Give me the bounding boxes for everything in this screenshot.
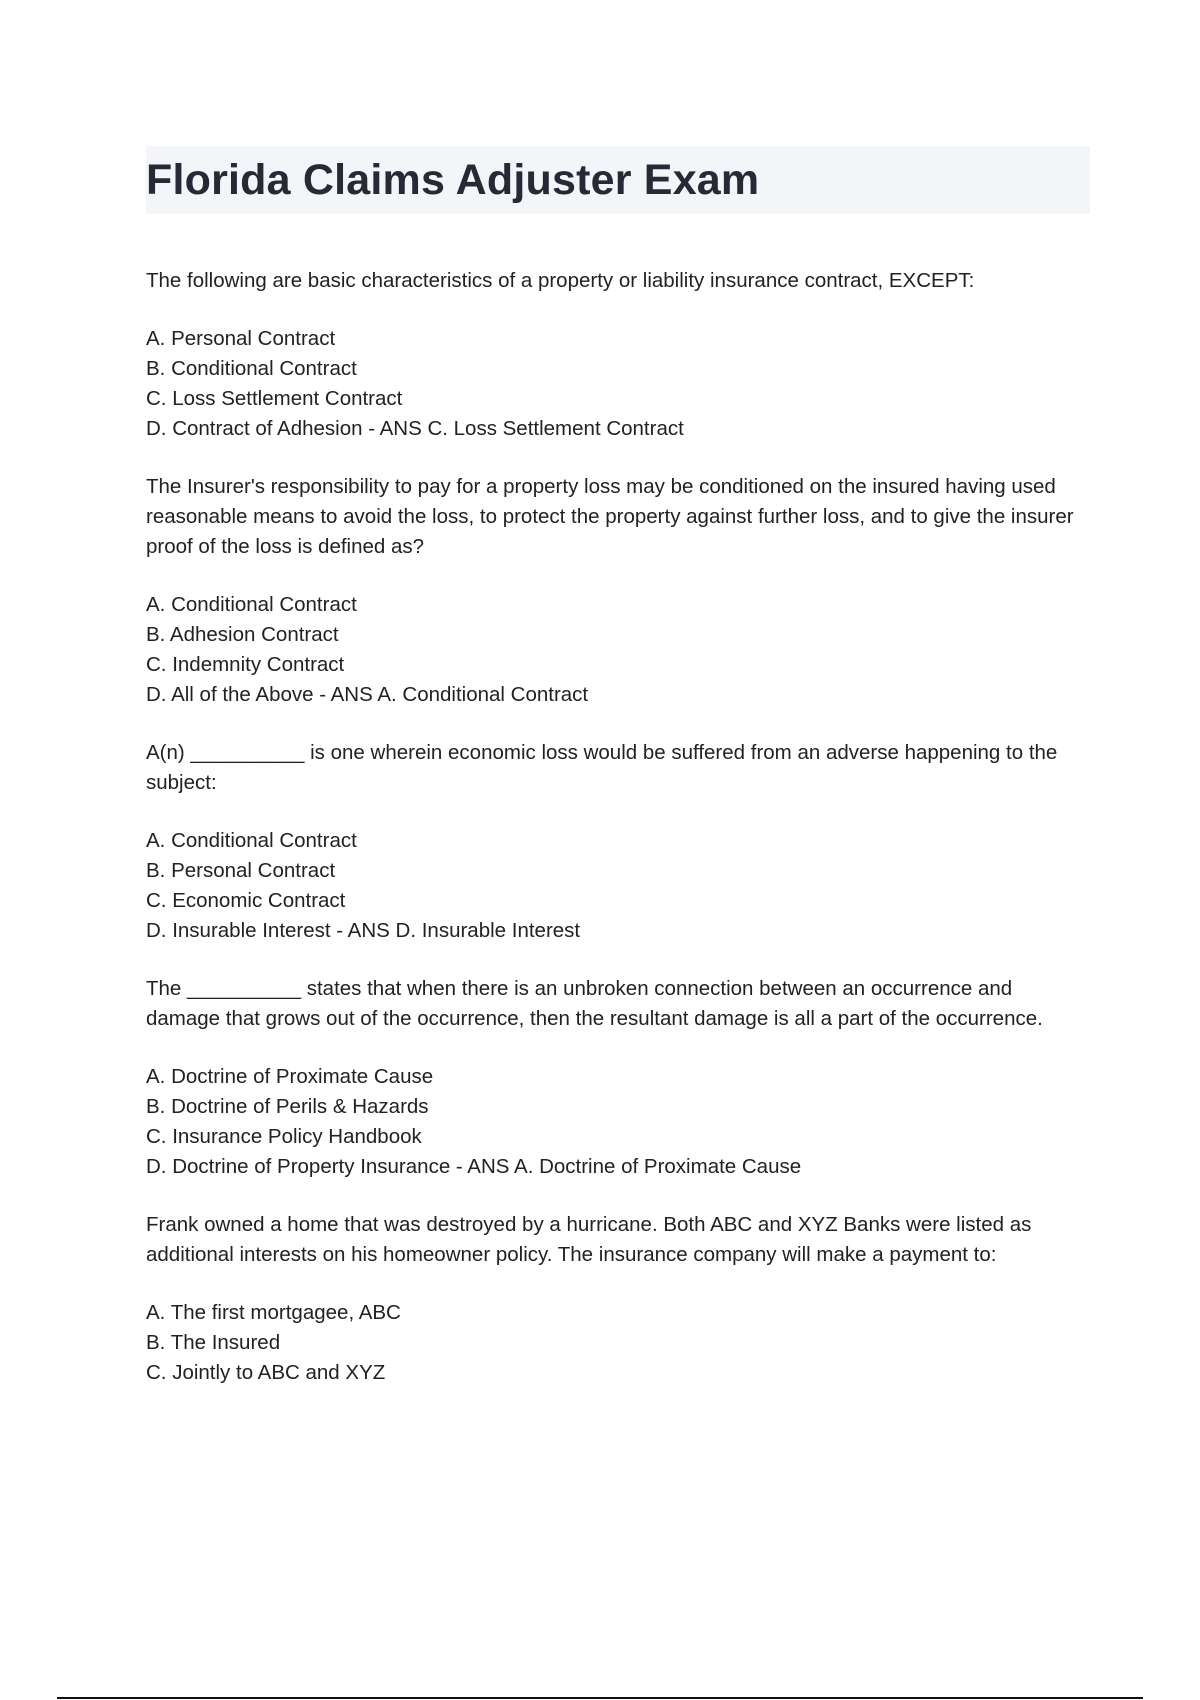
- answer-option: B. Doctrine of Perils & Hazards: [146, 1095, 429, 1118]
- question-stem: A(n) __________ is one wherein economic loss would be suffered from an adverse happening to the subject:: [146, 741, 1058, 794]
- answer-option-with-key: D. All of the Above - ANS A. Conditional Contract: [146, 683, 589, 706]
- question-list: [146, 266, 1090, 1416]
- answer-option: A. Conditional Contract: [146, 593, 357, 616]
- answer-options: [146, 324, 1090, 444]
- question-stem: The following are basic characteristics of a property or liability insurance contract, EXCEPT:: [146, 269, 975, 292]
- question-stem: The Insurer's responsibility to pay for a property loss may be conditioned on the insured having used reasonable means to avoid the loss, to protect the property against further loss, and to give the insurer proof of the loss is defined as?: [146, 475, 1074, 558]
- question-5: [146, 1210, 1090, 1388]
- answer-option: B. The Insured: [146, 1331, 281, 1354]
- answer-options: [146, 1298, 1090, 1388]
- answer-option: C. Jointly to ABC and XYZ: [146, 1361, 386, 1384]
- answer-option: C. Economic Contract: [146, 889, 346, 912]
- answer-option: B. Adhesion Contract: [146, 623, 339, 646]
- answer-options: [146, 1062, 1090, 1182]
- document-title: Florida Claims Adjuster Exam: [146, 156, 760, 204]
- question-2: [146, 472, 1090, 710]
- question-stem: Frank owned a home that was destroyed by a hurricane. Both ABC and XYZ Banks were listed as additional interests on his homeowner policy. The insurance company will make a payment to:: [146, 1213, 1032, 1266]
- question-4: [146, 974, 1090, 1182]
- title-band: [146, 146, 1090, 214]
- answer-option: B. Conditional Contract: [146, 357, 357, 380]
- footer-divider: [57, 1697, 1143, 1699]
- question-1: [146, 266, 1090, 444]
- answer-options: [146, 826, 1090, 946]
- answer-option: A. Doctrine of Proximate Cause: [146, 1065, 434, 1088]
- answer-option: C. Loss Settlement Contract: [146, 387, 403, 410]
- answer-options: [146, 590, 1090, 710]
- answer-option: C. Indemnity Contract: [146, 653, 345, 676]
- answer-option: A. Conditional Contract: [146, 829, 357, 852]
- question-3: [146, 738, 1090, 946]
- answer-option: A. Personal Contract: [146, 327, 336, 350]
- answer-option: C. Insurance Policy Handbook: [146, 1125, 422, 1148]
- answer-option: B. Personal Contract: [146, 859, 336, 882]
- answer-option-with-key: D. Contract of Adhesion - ANS C. Loss Settlement Contract: [146, 417, 684, 440]
- answer-option-with-key: D. Doctrine of Property Insurance - ANS A. Doctrine of Proximate Cause: [146, 1155, 802, 1178]
- answer-option-with-key: D. Insurable Interest - ANS D. Insurable Interest: [146, 919, 581, 942]
- question-stem: The __________ states that when there is an unbroken connection between an occurrence and damage that grows out of the occurrence, then the resultant damage is all a part of the occurrence.: [146, 977, 1043, 1030]
- answer-option: A. The first mortgagee, ABC: [146, 1301, 401, 1324]
